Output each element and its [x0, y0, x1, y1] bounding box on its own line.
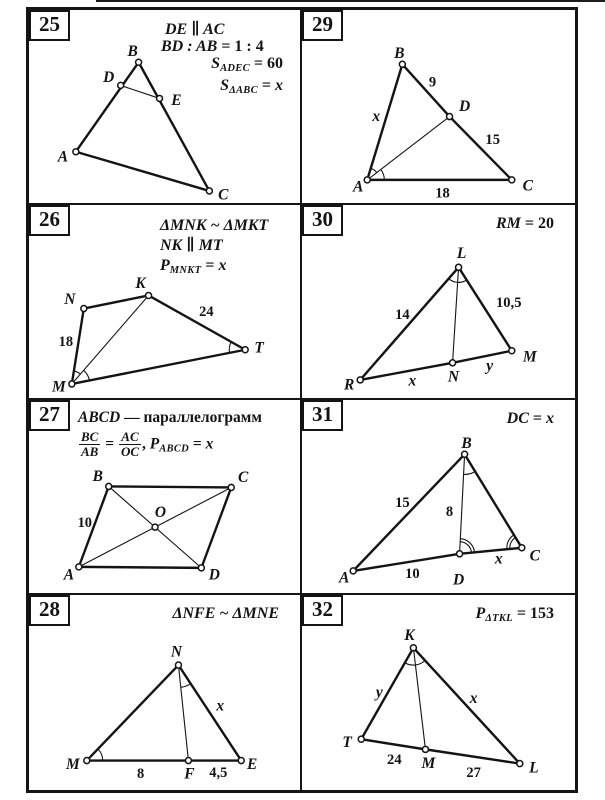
- vertex-label-l: L: [529, 759, 539, 777]
- vertex-label-l: L: [456, 244, 467, 262]
- side-label-ac: 18: [435, 185, 450, 202]
- vertex-label-e: E: [247, 756, 258, 774]
- conditions-25: [161, 21, 283, 99]
- vertex-label-c: C: [238, 468, 249, 487]
- conditions-30: [496, 215, 554, 232]
- problem-number-badge: 30: [302, 205, 343, 236]
- vertex-label-d: D: [103, 68, 115, 86]
- vertex-label-d: D: [458, 98, 471, 116]
- problem-number-badge: 25: [29, 10, 70, 41]
- side-label-bd: 8: [445, 503, 454, 520]
- side-label-tk: y: [375, 684, 383, 702]
- angle-arcs: [74, 342, 231, 380]
- vertex-label-m: M: [65, 756, 80, 774]
- vertex-label-b: B: [394, 44, 405, 62]
- side-label-ab: 15: [395, 494, 410, 511]
- problem-number-badge: 28: [29, 595, 70, 626]
- vertex-label-d: D: [208, 566, 220, 584]
- vertex-label-c: C: [522, 177, 534, 195]
- vertex-label-c: C: [529, 547, 541, 565]
- side-label-ab: x: [372, 108, 381, 126]
- vertex-label-d: D: [452, 571, 465, 589]
- problem-cell-30: [302, 205, 575, 400]
- vertex-label-m: M: [421, 755, 436, 773]
- vertex-label-b: B: [127, 42, 138, 60]
- condition-line: $P_{\Delta TKL} = 153$: [475, 605, 554, 624]
- side-label-mn: 18: [58, 334, 74, 351]
- problem-number-badge: 32: [302, 595, 343, 626]
- vertex-label-n: N: [64, 291, 76, 309]
- angle-arcs: [460, 471, 515, 552]
- triangle-edges: [361, 648, 520, 764]
- condition-line: DE ∥ AC: [165, 21, 225, 38]
- side-label-mf: 8: [136, 766, 145, 783]
- vertex-label-m: M: [52, 378, 66, 396]
- condition-line: DC = x: [506, 410, 554, 427]
- vertex-dots: [358, 645, 523, 767]
- condition-line: ΔNFE ~ ΔMNE: [172, 605, 279, 622]
- problem-cell-25: [29, 10, 302, 205]
- problem-cell-28: [29, 595, 302, 790]
- vertex-label-f: F: [184, 765, 195, 783]
- side-label-kl: x: [469, 690, 478, 708]
- quadrilateral-edges: [72, 295, 245, 383]
- side-label-dc: 15: [485, 132, 500, 149]
- vertex-label-a: A: [63, 566, 75, 584]
- side-label-rn: x: [408, 372, 417, 390]
- problem-number-badge: 29: [302, 10, 343, 41]
- vertex-label-k: K: [404, 627, 415, 645]
- condition-line: $\frac{BC}{AB}$ = $\frac{AC}{OC}$ , $P_{ABCD} = x$: [81, 429, 214, 460]
- vertex-label-n: N: [170, 643, 183, 661]
- conditions-26: [160, 216, 268, 281]
- problem-cell-26: [29, 205, 302, 400]
- scan-artifact-line: [96, 0, 605, 2]
- problem-number-badge: 26: [29, 205, 70, 236]
- side-label-rl: 14: [395, 306, 410, 323]
- vertex-label-o: O: [154, 504, 167, 522]
- vertex-dots: [76, 483, 234, 570]
- condition-line: RM = 20: [495, 215, 554, 232]
- side-label-lm: 10,5: [496, 294, 522, 311]
- problem-number-badge: 31: [302, 400, 343, 431]
- side-label-ab: 10: [77, 514, 93, 532]
- vertex-label-b: B: [461, 434, 472, 452]
- conditions-27: [78, 409, 294, 460]
- side-label-fe: 4,5: [209, 765, 228, 782]
- side-label-bd: 9: [428, 74, 437, 91]
- conditions-32: [475, 605, 554, 627]
- vertex-label-k: K: [135, 274, 146, 293]
- fraction-ac-oc: $\frac{AC}{OC}$: [120, 429, 139, 460]
- angle-arcs: [371, 168, 385, 180]
- conditions-28: [172, 605, 279, 622]
- vertex-label-r: R: [343, 376, 355, 394]
- vertex-label-a: A: [338, 569, 350, 587]
- side-label-ne: x: [216, 697, 225, 715]
- side-label-tm: 24: [387, 751, 402, 768]
- side-label-ml: 27: [466, 765, 481, 782]
- condition-line: $S_{\Delta ABC} = x$: [220, 77, 283, 96]
- vertex-label-t: T: [254, 339, 264, 357]
- vertex-label-m: M: [522, 348, 537, 366]
- side-label-kt: 24: [199, 303, 214, 320]
- side-label-ad: 10: [405, 566, 420, 583]
- condition-line: BD : AB = 1 : 4: [161, 38, 264, 55]
- vertex-label-n: N: [447, 368, 460, 386]
- problem-number-badge: 27: [29, 400, 70, 431]
- vertex-label-t: T: [342, 733, 352, 751]
- vertex-label-c: C: [218, 186, 229, 203]
- side-label-nm: y: [486, 357, 494, 375]
- problem-cell-31: [302, 400, 575, 595]
- problem-cell-27: [29, 400, 302, 595]
- side-label-dc: x: [494, 550, 503, 568]
- condition-line: ABCD — параллелограмм: [78, 409, 262, 426]
- condition-line: $S_{ADEC} = 60$: [211, 55, 283, 74]
- problem-cell-29: [302, 10, 575, 205]
- fraction-bc-ab: $\frac{BC}{AB}$: [81, 429, 99, 460]
- vertex-label-e: E: [171, 91, 182, 110]
- vertex-label-b: B: [92, 467, 103, 485]
- vertex-label-a: A: [353, 178, 364, 196]
- angle-arcs: [98, 684, 191, 761]
- triangle-edges: [367, 64, 512, 180]
- condition-line: $P_{MNKT} = x$: [160, 257, 227, 276]
- condition-line: ΔMNK ~ ΔMKT: [160, 217, 269, 234]
- problems-grid: [26, 7, 578, 793]
- problem-cell-32: [302, 595, 575, 790]
- condition-line: NK ∥ MT: [160, 237, 223, 254]
- vertex-label-a: A: [57, 148, 69, 166]
- conditions-31: [507, 410, 554, 427]
